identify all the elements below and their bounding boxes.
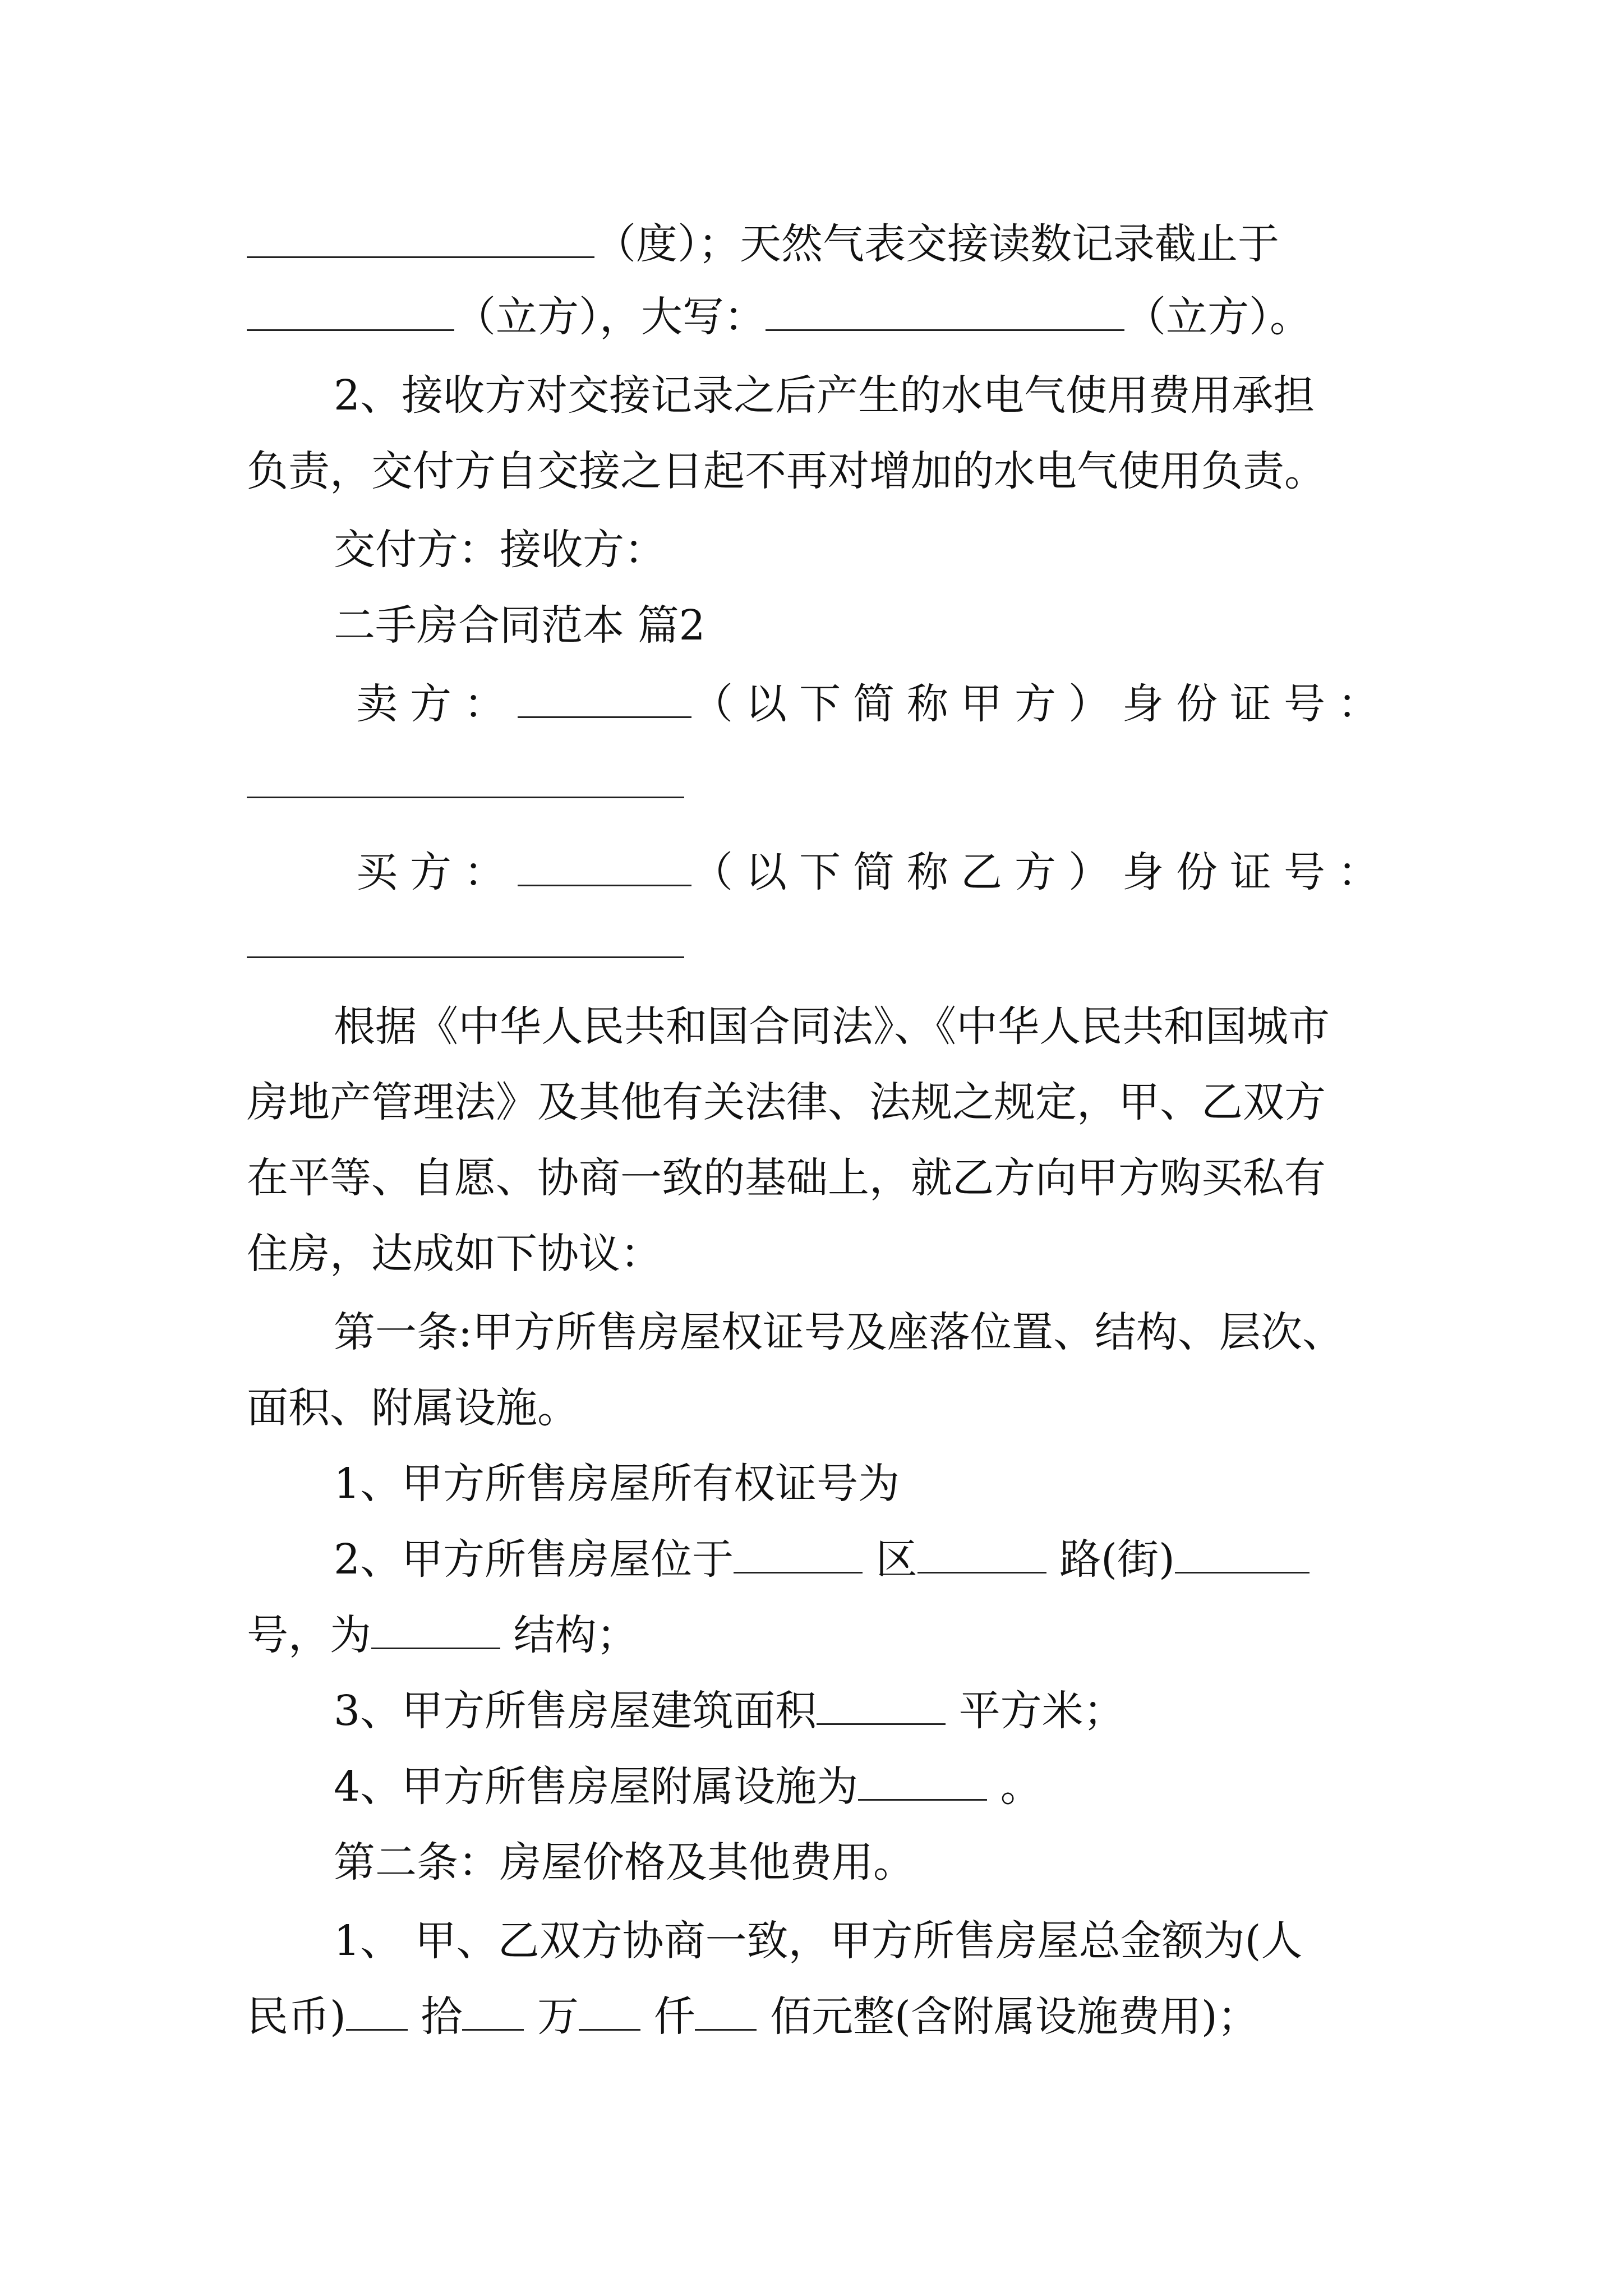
fill-blank (817, 1688, 946, 1725)
fill-blank (1175, 1537, 1310, 1573)
text-span: 2、甲方所售房屋位于 (334, 1535, 734, 1584)
fill-blank (579, 1994, 640, 2031)
fill-blank (346, 1994, 408, 2031)
text-line: 根据《中华人民共和国合同法》、《中华人民共和国城市 (334, 1002, 1330, 1051)
text-line (334, 1531, 1472, 1588)
underline-rule (247, 797, 684, 798)
text-line: 住房，达成如下协议： (247, 1230, 662, 1278)
text-line: 在平等、自愿、协商一致的基础上，就乙方向甲方购买私有 (247, 1154, 1326, 1202)
text-line: 负责，交付方自交接之日起不再对增加的水电气使用负责。 (247, 447, 1326, 495)
text-span: （以下简称乙方）身份证号： (691, 848, 1391, 896)
fill-blank (518, 850, 691, 886)
fill-blank (695, 1994, 757, 2031)
text-span: 3、甲方所售房屋建筑面积 (334, 1687, 817, 1735)
text-span: 号，为 (247, 1611, 371, 1659)
article-heading: 第一条:甲方所售房屋权证号及座落位置、结构、层次、 (334, 1308, 1344, 1356)
text-span: 4、甲方所售房屋附属设施为 (334, 1763, 859, 1811)
text-span: （立方）。 (1124, 293, 1311, 341)
text-span: （度）；天然气表交接读数记录截止于 (594, 220, 1279, 268)
fill-blank (462, 1994, 524, 2031)
text-line (334, 1683, 1472, 1739)
text-span: 路(街) (1059, 1535, 1175, 1584)
underline-rule (247, 956, 684, 958)
text-line (247, 1607, 1385, 1663)
text-line: 交付方：接收方： (334, 526, 666, 574)
text-span: 平方米； (958, 1687, 1125, 1735)
text-span: 买方： (356, 848, 518, 896)
text-line: 2、接收方对交接记录之后产生的水电气使用费用承担 (334, 371, 1315, 420)
text-span: 佰元整(含附属设施费用)； (770, 1993, 1259, 2041)
text-span: 结构； (513, 1611, 638, 1659)
text-span: （以下简称甲方）身份证号： (691, 680, 1391, 728)
text-line (247, 289, 1385, 345)
text-line: 房地产管理法》及其他有关法律、法规之规定，甲、乙双方 (247, 1078, 1326, 1126)
text-line (247, 1989, 1385, 2045)
fill-blank (518, 682, 691, 718)
text-line: 面积、附属设施。 (247, 1384, 579, 1432)
text-line: 1、 甲、乙双方协商一致，甲方所售房屋总金额为(人 (334, 1917, 1303, 1965)
section-heading: 二手房合同范本 篇2 (334, 601, 706, 650)
fill-blank (858, 1764, 987, 1801)
text-span: 。 (1000, 1763, 1042, 1811)
text-span: 卖方： (356, 680, 518, 728)
fill-blank (734, 1537, 863, 1573)
fill-blank (247, 222, 594, 258)
text-span: 拾 (421, 1993, 463, 2041)
article-heading: 第二条：房屋价格及其他费用。 (334, 1838, 915, 1887)
text-span: 民币) (247, 1993, 346, 2041)
text-span: 万 (537, 1993, 579, 2041)
text-line (247, 216, 1385, 272)
text-line: 1、甲方所售房屋所有权证号为 (334, 1460, 900, 1508)
text-span: 仟 (653, 1993, 695, 2041)
fill-blank (766, 295, 1124, 331)
fill-blank (247, 295, 454, 331)
seller-line (356, 676, 1495, 732)
text-line (334, 1759, 1472, 1815)
fill-blank (917, 1537, 1046, 1573)
text-span: 区 (875, 1535, 917, 1584)
fill-blank (371, 1613, 500, 1649)
buyer-line (356, 844, 1495, 900)
text-span: （立方），大写： (454, 293, 766, 341)
